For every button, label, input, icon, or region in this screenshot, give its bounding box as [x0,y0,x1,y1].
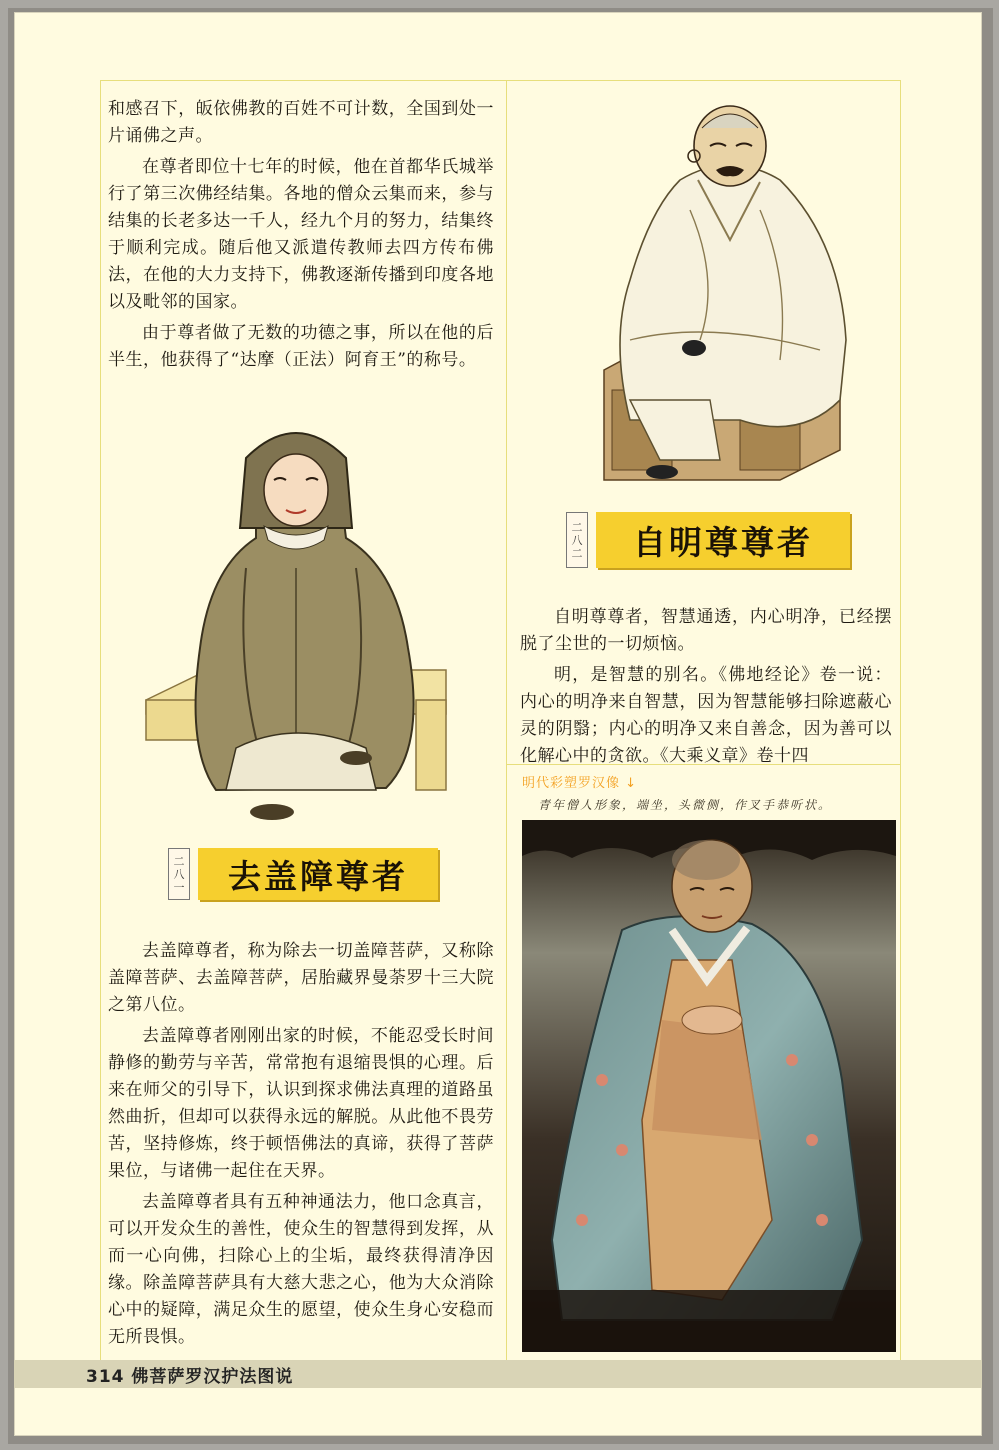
intro-paragraph: 在尊者即位十七年的时候，他在首都华氏城举行了第三次佛经结集。各地的僧众云集而来，参与结集的长老多达一千人，经九个月的努力，结集终于顺利完成。随后他又派遣传教师去四方传布佛法，在他的大力支持下，佛教逐渐传播到印度各地以及毗邻的国家。 [108,157,494,312]
zimingzun-illustration [590,100,870,490]
photo-caption-title: 明代彩塑罗汉像 ↓ [522,776,638,791]
body-paragraph: 自明尊尊者，智慧通透，内心明净，已经摆脱了尘世的一切烦恼。 [520,607,892,654]
column-rule-right [900,80,901,1360]
column-rule-left [100,80,101,1360]
figure-title: 自明尊尊者 [596,512,850,568]
luohan-statue-photo [522,820,896,1352]
body-paragraph: 去盖障尊者，称为除去一切盖障菩萨，又称除盖障菩萨、去盖障菩萨，居胎藏界曼荼罗十三大院之第八位。 [108,941,494,1015]
intro-paragraph: 和感召下，皈依佛教的百姓不可计数，全国到处一片诵佛之声。 [108,99,494,146]
zimingzun-title-block [566,512,850,568]
figure-number-badge: 二 八 一 [168,848,190,900]
figure-title: 去盖障尊者 [198,848,438,900]
page-footer-label: 314 佛菩萨罗汉护法图说 [86,1367,294,1387]
intro-paragraph: 由于尊者做了无数的功德之事，所以在他的后半生，他获得了“达摩（正法）阿育王”的称号。 [108,323,494,370]
qugaizhang-text [108,938,494,1355]
qugaizhang-title-block [168,848,438,900]
body-paragraph: 明，是智慧的别名。《佛地经论》卷一说：内心的明净来自智慧，因为智慧能够扫除遮蔽心灵的阴翳；内心的明净又来自善念，因为善可以化解心中的贪欲。《大乘义章》卷十四 [520,665,892,766]
body-paragraph: 去盖障尊者具有五种神通法力，他口念真言，可以开发众生的善性，使众生的智慧得到发挥，从而一心向佛，扫除心上的尘垢，最终获得清净因缘。除盖障菩萨具有大慈大悲之心，他为大众消除心中的疑障，满足众生的愿望，使众生身心安稳而无所畏惧。 [108,1192,494,1347]
figure-number-badge: 二 八 二 [566,512,588,568]
intro-text [108,96,494,378]
column-rule-middle [506,80,507,1360]
photo-caption-text: 青年僧人形象，端坐，头微侧，作叉手恭听状。 [538,798,833,812]
qugaizhang-illustration [146,418,456,830]
zimingzun-text [520,604,892,774]
body-paragraph: 去盖障尊者刚刚出家的时候，不能忍受长时间静修的勤劳与辛苦，常常抱有退缩畏惧的心理。后来在师父的引导下，认识到探求佛法真理的道路虽然曲折，但却可以获得永远的解脱。从此他不畏劳苦，坚持修炼，终于顿悟佛法的真谛，获得了菩萨果位，与诸佛一起住在天界。 [108,1026,494,1181]
top-rule [100,80,900,81]
